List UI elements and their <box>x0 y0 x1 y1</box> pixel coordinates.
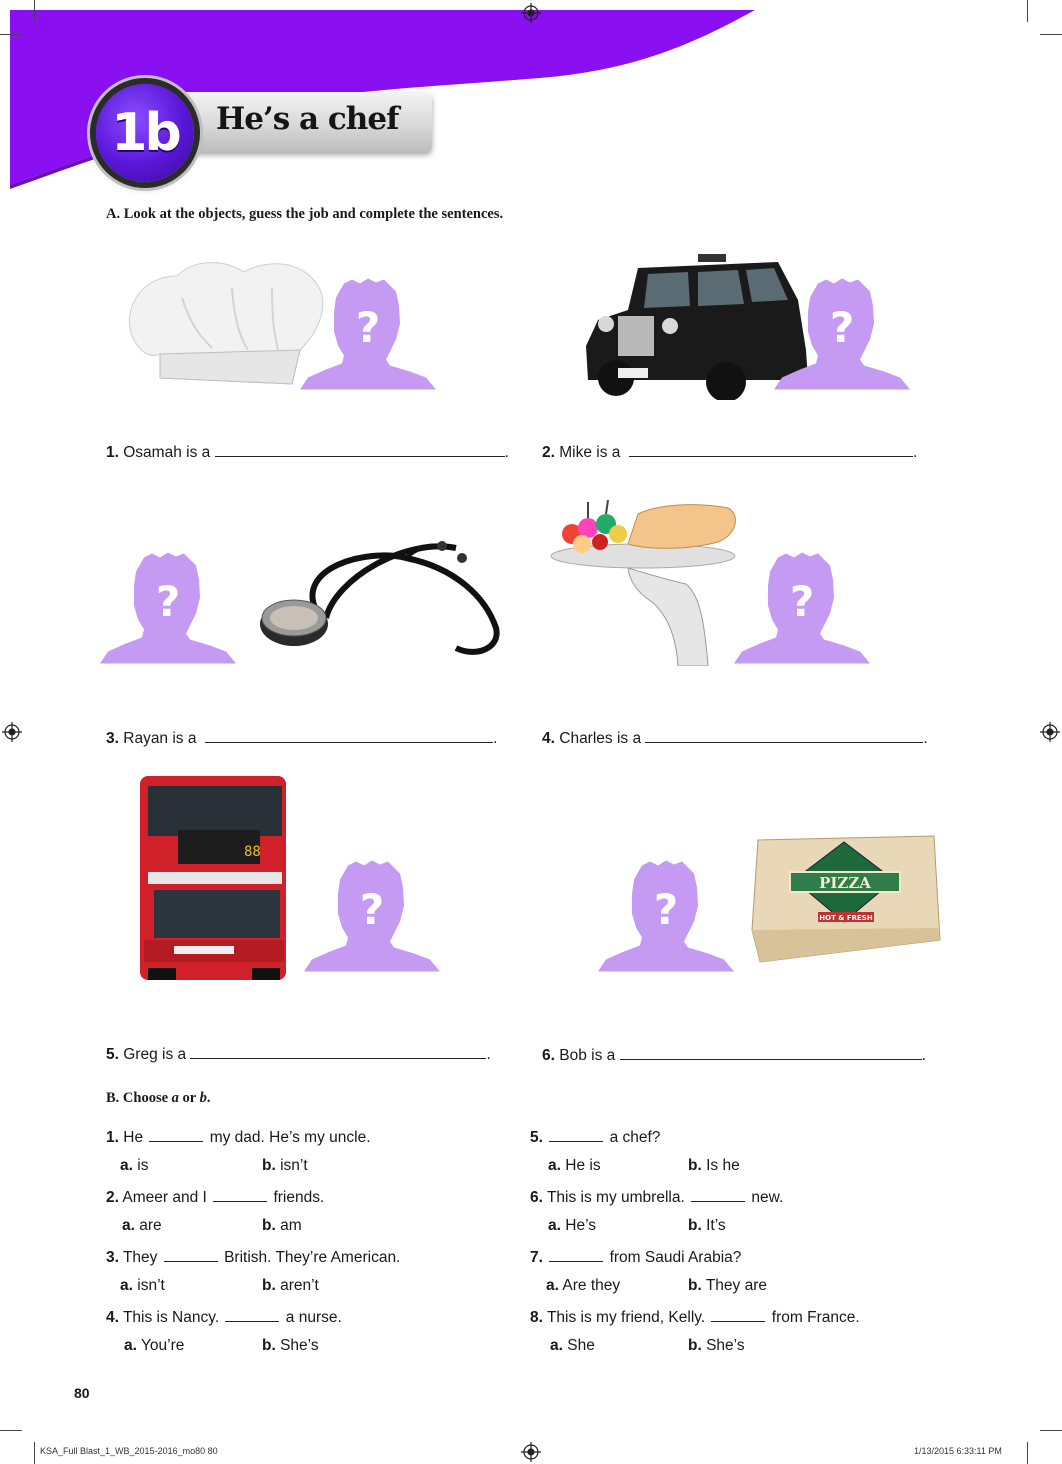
question-pre: He <box>123 1129 144 1146</box>
option-label: b. <box>262 1277 276 1294</box>
question-mark: ? <box>355 303 381 352</box>
question-post: from France. <box>771 1309 860 1326</box>
option-label: a. <box>124 1337 137 1354</box>
question-mark: ? <box>789 577 815 626</box>
option-label: a. <box>122 1217 135 1234</box>
footer-date: 1/13/2015 6:33:11 PM <box>914 1446 1002 1456</box>
sentence-end: . <box>913 444 918 461</box>
question-number: 1. <box>106 1129 119 1146</box>
crop-mark <box>34 0 35 22</box>
pizza-box-label: PIZZA <box>819 874 871 892</box>
option-text: She’s <box>280 1337 319 1354</box>
silhouette-3 <box>100 550 236 665</box>
option-6a[interactable] <box>548 1217 596 1235</box>
option-label: b. <box>688 1217 702 1234</box>
crop-mark <box>0 34 22 35</box>
option-5b[interactable] <box>688 1157 740 1175</box>
sentence-text: Mike is a <box>559 444 621 461</box>
question-blank[interactable] <box>164 1247 218 1262</box>
option-2a[interactable] <box>122 1217 162 1235</box>
question-1 <box>106 1127 371 1147</box>
sentence-text: Bob is a <box>559 1047 616 1064</box>
question-post: British. They’re American. <box>224 1249 401 1266</box>
question-number: 4. <box>106 1309 119 1326</box>
crop-mark <box>1040 34 1062 35</box>
question-post: new. <box>751 1189 784 1206</box>
sentence-number: 1. <box>106 444 119 461</box>
unit-badge <box>96 84 194 182</box>
footer-file-info: KSA_Full Blast_1_WB_2015-2016_mo80 80 <box>40 1446 218 1456</box>
answer-line-2[interactable] <box>629 442 913 457</box>
option-text: isn’t <box>137 1277 165 1294</box>
option-label: a. <box>548 1217 561 1234</box>
bus-route-number: 88 <box>244 844 261 860</box>
section-a-instruction: A. Look at the objects, guess the job and complete the sentences. <box>106 206 504 222</box>
registration-mark-right <box>1038 720 1062 744</box>
option-label: a. <box>120 1277 133 1294</box>
option-4b[interactable] <box>262 1337 319 1355</box>
answer-line-6[interactable] <box>620 1045 922 1060</box>
option-5a[interactable] <box>548 1157 601 1175</box>
option-text: Is he <box>706 1157 740 1174</box>
sentence-end: . <box>921 1047 926 1064</box>
answer-line-3[interactable] <box>205 728 493 743</box>
sentence-6 <box>542 1045 926 1065</box>
silhouette-6 <box>598 858 734 973</box>
option-4a[interactable] <box>124 1337 184 1355</box>
sentence-4 <box>542 728 928 748</box>
instruction-text: B. Choose <box>106 1090 172 1106</box>
option-text: She <box>567 1337 595 1354</box>
question-post: from Saudi Arabia? <box>609 1249 742 1266</box>
instruction-option-b: b <box>199 1090 207 1106</box>
option-8b[interactable] <box>688 1337 745 1355</box>
option-label: b. <box>688 1337 702 1354</box>
crop-mark <box>34 1442 35 1464</box>
question-7 <box>530 1247 741 1267</box>
sentence-3 <box>106 728 497 748</box>
option-label: a. <box>550 1337 563 1354</box>
option-text: aren’t <box>280 1277 319 1294</box>
sentence-number: 6. <box>542 1047 555 1064</box>
option-7a[interactable] <box>546 1277 620 1295</box>
question-pre: This is my friend, Kelly. <box>546 1309 706 1326</box>
option-text: am <box>280 1217 302 1234</box>
question-post: friends. <box>273 1189 325 1206</box>
section-b-instruction <box>106 1090 210 1107</box>
pizza-box-image <box>748 830 944 966</box>
option-label: b. <box>262 1157 276 1174</box>
sentence-number: 3. <box>106 730 119 747</box>
sentence-number: 2. <box>542 444 555 461</box>
silhouette-2 <box>774 276 910 391</box>
unit-badge-label: 1b <box>111 103 179 163</box>
sentence-number: 4. <box>542 730 555 747</box>
sentence-end: . <box>504 444 509 461</box>
option-1b[interactable] <box>262 1157 308 1175</box>
sentence-end: . <box>486 1046 491 1063</box>
question-blank[interactable] <box>691 1187 745 1202</box>
option-8a[interactable] <box>550 1337 595 1355</box>
option-text: It’s <box>706 1217 726 1234</box>
question-mark: ? <box>359 885 385 934</box>
registration-mark-left <box>0 720 24 744</box>
silhouette-4 <box>734 550 870 665</box>
option-text: is <box>137 1157 149 1174</box>
question-3 <box>106 1247 400 1267</box>
question-number: 8. <box>530 1309 543 1326</box>
crop-mark <box>0 1430 22 1431</box>
option-3b[interactable] <box>262 1277 319 1295</box>
answer-line-4[interactable] <box>645 728 923 743</box>
sentence-end: . <box>493 730 498 747</box>
option-label: a. <box>546 1277 559 1294</box>
instruction-text: or <box>178 1090 200 1106</box>
crop-mark <box>1040 1430 1062 1431</box>
bus-image <box>134 772 290 984</box>
option-2b[interactable] <box>262 1217 302 1235</box>
question-mark: ? <box>155 577 181 626</box>
option-text: He’s <box>565 1217 596 1234</box>
answer-line-1[interactable] <box>215 442 505 457</box>
option-text: You’re <box>140 1337 185 1354</box>
answer-line-5[interactable] <box>190 1044 486 1059</box>
question-blank[interactable] <box>549 1127 603 1142</box>
sentence-1 <box>106 442 509 462</box>
instruction-option-a: a <box>171 1090 179 1106</box>
option-label: b. <box>688 1277 702 1294</box>
sentence-5 <box>106 1044 491 1064</box>
question-number: 3. <box>106 1249 119 1266</box>
option-text: Are they <box>562 1277 621 1294</box>
crop-mark <box>1027 0 1028 22</box>
question-blank[interactable] <box>213 1187 267 1202</box>
sentence-text: Rayan is a <box>123 730 197 747</box>
option-6b[interactable] <box>688 1217 726 1235</box>
question-pre: Ameer and I <box>122 1189 207 1206</box>
instruction-text: . <box>206 1090 211 1106</box>
sentence-text: Charles is a <box>559 730 642 747</box>
question-blank[interactable] <box>711 1307 765 1322</box>
question-post: a chef? <box>609 1129 661 1146</box>
question-6 <box>530 1187 783 1207</box>
question-pre: They <box>122 1249 158 1266</box>
question-8 <box>530 1307 860 1327</box>
registration-mark-bottom <box>519 1440 543 1464</box>
option-label: a. <box>120 1157 133 1174</box>
sentence-2 <box>542 442 917 462</box>
page-title: He’s a chef <box>216 101 399 137</box>
question-pre: This is my umbrella. <box>546 1189 685 1206</box>
question-blank[interactable] <box>225 1307 279 1322</box>
sentence-end: . <box>923 730 928 747</box>
question-blank[interactable] <box>149 1127 203 1142</box>
crop-mark <box>1027 1442 1028 1464</box>
option-label: b. <box>688 1157 702 1174</box>
pizza-box-subtitle: HOT & FRESH <box>819 914 873 922</box>
question-blank[interactable] <box>549 1247 603 1262</box>
question-number: 2. <box>106 1189 119 1206</box>
option-label: b. <box>262 1337 276 1354</box>
question-mark: ? <box>829 303 855 352</box>
question-number: 7. <box>530 1249 543 1266</box>
page-number: 80 <box>74 1385 90 1401</box>
question-number: 6. <box>530 1189 543 1206</box>
stethoscope-image <box>256 538 506 668</box>
question-post: my dad. He’s my uncle. <box>209 1129 371 1146</box>
sentence-number: 5. <box>106 1046 119 1063</box>
option-label: a. <box>548 1157 561 1174</box>
question-2 <box>106 1187 324 1207</box>
question-number: 5. <box>530 1129 543 1146</box>
question-pre: This is Nancy. <box>122 1309 220 1326</box>
sentence-text: Greg is a <box>123 1046 187 1063</box>
option-1a[interactable] <box>120 1157 148 1175</box>
option-text: They are <box>705 1277 767 1294</box>
option-text: He is <box>565 1157 601 1174</box>
question-4 <box>106 1307 342 1327</box>
question-mark: ? <box>653 885 679 934</box>
sentence-text: Osamah is a <box>123 444 211 461</box>
question-5 <box>530 1127 660 1147</box>
silhouette-5 <box>304 858 440 973</box>
option-7b[interactable] <box>688 1277 767 1295</box>
question-post: a nurse. <box>285 1309 342 1326</box>
silhouette-1 <box>300 276 436 391</box>
option-text: isn’t <box>280 1157 308 1174</box>
food-tray-image <box>548 494 748 666</box>
option-3a[interactable] <box>120 1277 165 1295</box>
option-label: b. <box>262 1217 276 1234</box>
option-text: are <box>139 1217 162 1234</box>
option-text: She’s <box>706 1337 745 1354</box>
